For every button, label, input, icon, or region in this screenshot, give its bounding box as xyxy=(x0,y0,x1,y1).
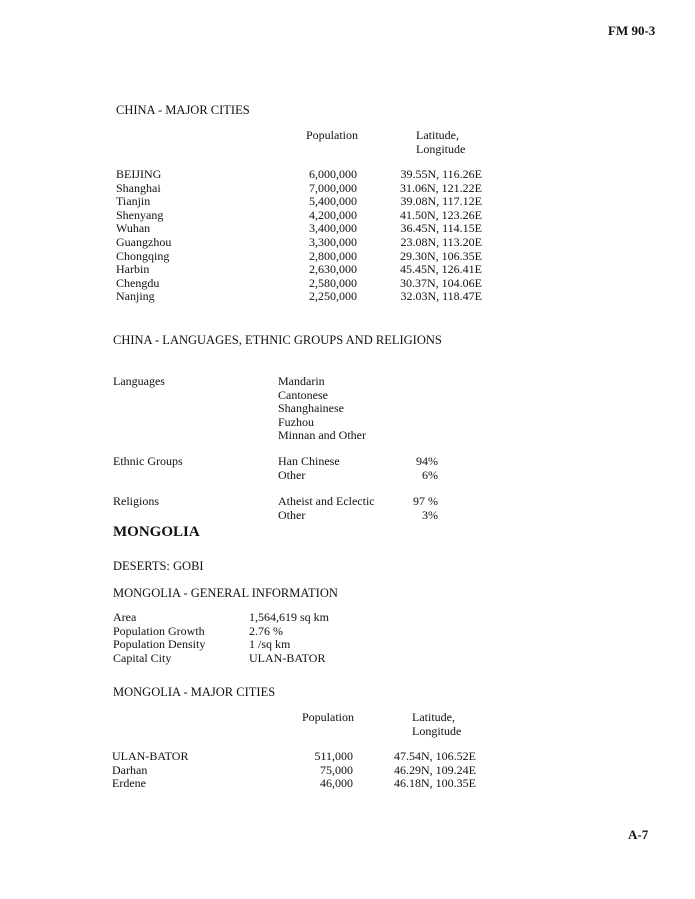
mongolia-heading: MONGOLIA xyxy=(113,524,200,540)
city-name: Harbin xyxy=(116,262,150,277)
languages-label: Languages xyxy=(113,374,165,388)
city-name: Chongqing xyxy=(116,248,170,263)
ethnic-groups-pct xyxy=(400,455,438,482)
china-latlon-header-1: Latitude, xyxy=(416,128,459,142)
city-name: Nanjing xyxy=(116,289,155,304)
ethnic-groups-label: Ethnic Groups xyxy=(113,454,183,468)
city-coords: 45.45N, 126.41E xyxy=(400,262,482,277)
religion-name: Atheist and Eclectic xyxy=(278,494,375,508)
city-name: Wuhan xyxy=(116,221,151,236)
city-coords: 39.55N, 116.26E xyxy=(400,167,482,181)
city-name: ULAN-BATOR xyxy=(112,749,189,763)
mongolia-city-names xyxy=(112,750,188,791)
city-name: Shenyang xyxy=(116,207,164,222)
religion-pct: 97 % xyxy=(413,494,438,508)
city-coords: 39.08N, 117.12E xyxy=(400,194,482,209)
general-info-label: Population Density xyxy=(113,637,206,652)
language-item: Fuzhou xyxy=(278,414,314,429)
city-coords: 29.30N, 106.35E xyxy=(400,248,482,263)
ethnic-group-pct: 94% xyxy=(416,454,438,468)
city-name: Erdene xyxy=(112,776,146,791)
city-name: Chengdu xyxy=(116,275,160,290)
china-latlon-header-2: Longitude xyxy=(416,142,466,156)
city-coords: 30.37N, 104.06E xyxy=(400,275,482,290)
page-number: A-7 xyxy=(628,827,649,842)
city-coords: 47.54N, 106.52E xyxy=(394,749,476,763)
language-item: Mandarin xyxy=(278,374,325,388)
city-population: 3,400,000 xyxy=(309,221,357,236)
city-name: BEIJING xyxy=(116,167,162,181)
city-coords: 46.18N, 100.35E xyxy=(394,776,476,791)
religions-label: Religions xyxy=(113,494,160,508)
general-info-value: ULAN-BATOR xyxy=(249,650,326,665)
city-name: Shanghai xyxy=(116,180,161,195)
city-coords: 32.03N, 118.47E xyxy=(400,289,482,304)
mongolia-deserts: DESERTS: GOBI xyxy=(113,559,204,573)
language-item: Shanghainese xyxy=(278,401,344,416)
religion-name: Other xyxy=(278,507,306,522)
general-info-label: Capital City xyxy=(113,650,172,665)
language-item: Minnan and Other xyxy=(278,428,366,443)
languages-list xyxy=(278,375,366,443)
document-id: FM 90-3 xyxy=(608,23,656,38)
mongolia-general-title: MONGOLIA - GENERAL INFORMATION xyxy=(113,586,338,600)
mongolia-cities-title: MONGOLIA - MAJOR CITIES xyxy=(113,685,276,699)
ethnic-groups-list xyxy=(278,455,340,482)
general-info-label: Area xyxy=(113,610,137,624)
china-city-names xyxy=(116,168,171,304)
city-coords: 46.29N, 109.24E xyxy=(394,762,476,777)
general-info-value: 2.76 % xyxy=(249,623,283,638)
city-population: 75,000 xyxy=(320,762,353,777)
city-population: 2,580,000 xyxy=(309,275,357,290)
city-coords: 31.06N, 121.22E xyxy=(400,180,482,195)
city-population: 511,000 xyxy=(314,749,353,763)
mongolia-city-coords xyxy=(382,750,476,791)
mongolia-latlon-header-1: Latitude, xyxy=(412,710,455,724)
religions-pct xyxy=(400,495,438,522)
general-info-value: 1 /sq km xyxy=(249,637,291,652)
city-coords: 23.08N, 113.20E xyxy=(400,234,482,249)
china-city-populations xyxy=(300,168,357,304)
china-city-coords xyxy=(388,168,482,304)
mongolia-general-values xyxy=(249,611,329,665)
city-population: 6,000,000 xyxy=(309,167,357,181)
religion-pct: 3% xyxy=(422,507,438,522)
ethnic-group-pct: 6% xyxy=(422,467,438,482)
city-population: 2,800,000 xyxy=(309,248,357,263)
city-population: 2,630,000 xyxy=(309,262,357,277)
mongolia-population-header: Population xyxy=(302,710,355,724)
city-population: 46,000 xyxy=(320,776,353,791)
city-population: 4,200,000 xyxy=(309,207,357,222)
city-population: 5,400,000 xyxy=(309,194,357,209)
china-population-header: Population xyxy=(306,128,359,142)
china-cities-title: CHINA - MAJOR CITIES xyxy=(116,103,250,117)
mongolia-latlon-header-2: Longitude xyxy=(412,724,462,738)
city-name: Darhan xyxy=(112,762,148,777)
city-coords: 41.50N, 123.26E xyxy=(400,207,482,222)
city-coords: 36.45N, 114.15E xyxy=(400,221,482,236)
mongolia-general-labels xyxy=(113,611,205,665)
religions-list xyxy=(278,495,375,522)
city-population: 3,300,000 xyxy=(309,234,357,249)
ethnic-group-name: Other xyxy=(278,467,306,482)
city-population: 7,000,000 xyxy=(309,180,357,195)
mongolia-city-populations xyxy=(300,750,353,791)
city-name: Tianjin xyxy=(116,194,151,209)
language-item: Cantonese xyxy=(278,387,328,402)
ethnic-group-name: Han Chinese xyxy=(278,454,340,468)
city-name: Guangzhou xyxy=(116,234,172,249)
china-lang-title: CHINA - LANGUAGES, ETHNIC GROUPS AND RELIGIONS xyxy=(113,333,442,347)
general-info-label: Population Growth xyxy=(113,623,205,638)
general-info-value: 1,564,619 sq km xyxy=(249,610,330,624)
city-population: 2,250,000 xyxy=(309,289,357,304)
